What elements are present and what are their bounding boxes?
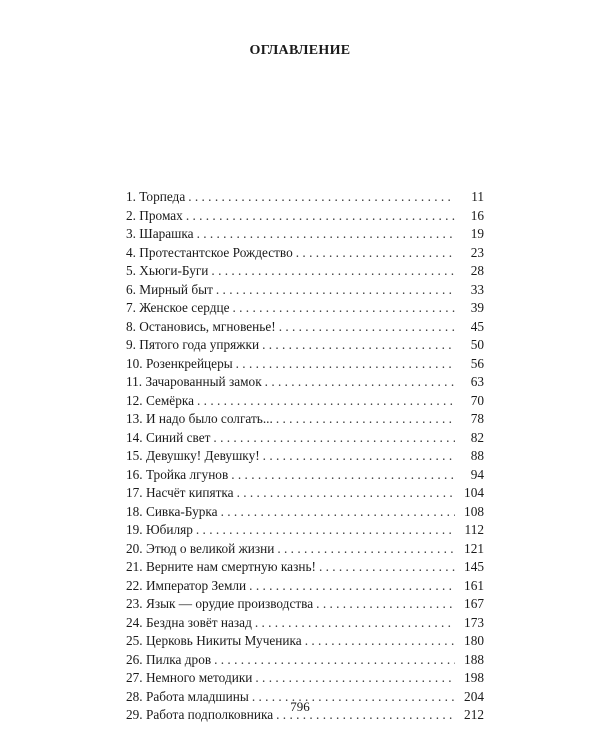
toc-entry-title: 6. Мирный быт — [126, 281, 213, 297]
toc-entry — [126, 540, 484, 559]
toc-entry-page: 104 — [464, 485, 484, 500]
toc-entry-page: 23 — [470, 244, 484, 260]
toc-entry-page: 121 — [464, 540, 484, 556]
toc-entry-title: 15. Девушку! Девушку! — [126, 448, 260, 463]
toc-entry-title: 25. Церковь Никиты Мученика — [126, 633, 302, 648]
toc-entry-title: 7. Женское сердце — [126, 300, 230, 315]
toc-entry-page: 78 — [470, 411, 484, 426]
toc-entry-page: 180 — [464, 633, 484, 648]
toc-entry — [126, 392, 484, 411]
toc-dot-leader — [255, 669, 455, 688]
toc-dot-leader — [249, 577, 455, 596]
toc-dot-leader — [296, 244, 455, 263]
toc-entry — [126, 651, 484, 670]
toc-entry-page: 145 — [464, 559, 484, 574]
toc-entry-title: 29. Работа подполковника — [126, 707, 274, 722]
toc-entry-title: 8. Остановись, мгновенье! — [126, 318, 276, 334]
toc-dot-leader — [263, 447, 455, 466]
toc-entry-page: 19 — [470, 226, 484, 241]
toc-dot-leader — [319, 558, 455, 577]
toc-dot-leader — [277, 540, 455, 559]
toc-entry-title: 11. Зачарованный замок — [126, 374, 262, 389]
toc-entry — [126, 207, 484, 226]
toc-entry-page: 108 — [464, 503, 484, 519]
toc-entry-title: 28. Работа младшины — [126, 688, 249, 704]
toc-entry-page: 161 — [464, 577, 484, 593]
toc-dot-leader — [186, 207, 455, 226]
toc-entry-title: 5. Хьюги-Буги — [126, 263, 209, 278]
toc-dot-leader — [197, 225, 455, 244]
page-number: 796 — [290, 699, 310, 714]
toc-entry — [126, 447, 484, 466]
toc-entry-page: 94 — [470, 466, 484, 482]
toc-entry-page: 188 — [464, 651, 484, 667]
toc-dot-leader — [237, 484, 455, 503]
toc-entry-page: 212 — [464, 707, 484, 722]
toc-entry-title: 27. Немного методики — [126, 670, 253, 685]
toc-entry-title: 3. Шарашка — [126, 226, 194, 241]
toc-entry — [126, 318, 484, 337]
toc-entry — [126, 558, 484, 577]
toc-entry — [126, 521, 484, 540]
toc-dot-leader — [196, 521, 455, 540]
toc-dot-leader — [279, 318, 455, 337]
toc-entry-page: 167 — [464, 596, 484, 611]
toc-dot-leader — [316, 595, 455, 614]
toc-entry-title: 4. Протестантское Рождество — [126, 244, 293, 260]
toc-entry-page: 82 — [470, 429, 484, 445]
toc-entry — [126, 484, 484, 503]
toc-entry-page: 70 — [470, 392, 484, 408]
toc-entry-page: 11 — [471, 189, 484, 204]
toc-dot-leader — [276, 410, 455, 429]
toc-dot-leader — [231, 466, 455, 485]
toc-dot-leader — [213, 429, 455, 448]
toc-entry — [126, 577, 484, 596]
toc-entry-title: 18. Сивка-Бурка — [126, 503, 218, 519]
toc-entry-title: 23. Язык — орудие производства — [126, 596, 314, 611]
toc-entry-page: 56 — [470, 355, 484, 371]
toc-entry — [126, 355, 484, 374]
toc-entry-page: 33 — [470, 281, 484, 297]
toc-entry — [126, 336, 484, 355]
toc-entry-title: 2. Промах — [126, 207, 183, 223]
page-title: ОГЛАВЛЕНИЕ — [249, 43, 351, 58]
toc-dot-leader — [197, 392, 455, 411]
toc-entry-title: 22. Император Земли — [126, 577, 247, 593]
toc-entry — [126, 669, 484, 688]
toc-dot-leader — [188, 188, 455, 207]
toc-entry — [126, 188, 484, 207]
toc-entry-title: 12. Семёрка — [126, 392, 195, 408]
toc-entry-title: 10. Розенкрейцеры — [126, 355, 233, 371]
toc-entry-page: 204 — [464, 688, 484, 704]
toc-entry — [126, 429, 484, 448]
table-of-contents — [126, 188, 484, 725]
toc-entry — [126, 466, 484, 485]
toc-dot-leader — [262, 336, 455, 355]
toc-dot-leader — [305, 632, 455, 651]
toc-entry — [126, 299, 484, 318]
toc-entry-page: 198 — [464, 670, 484, 685]
toc-dot-leader — [211, 262, 455, 281]
toc-entry-page: 88 — [470, 448, 484, 463]
toc-entry-title: 14. Синий свет — [126, 429, 211, 445]
toc-entry-page: 112 — [464, 522, 484, 537]
toc-entry-page: 50 — [470, 337, 484, 352]
toc-dot-leader — [265, 373, 455, 392]
toc-dot-leader — [221, 503, 455, 522]
toc-entry-title: 19. Юбиляр — [126, 522, 193, 537]
toc-entry-page: 16 — [470, 207, 484, 223]
toc-entry — [126, 373, 484, 392]
toc-entry-title: 26. Пилка дров — [126, 651, 212, 667]
toc-dot-leader — [216, 281, 455, 300]
toc-entry-title: 16. Тройка лгунов — [126, 466, 229, 482]
toc-entry — [126, 595, 484, 614]
toc-entry — [126, 262, 484, 281]
toc-entry — [126, 632, 484, 651]
toc-entry-title: 1. Торпеда — [126, 189, 186, 204]
toc-entry — [126, 503, 484, 522]
toc-entry-title: 17. Насчёт кипятка — [126, 485, 234, 500]
toc-entry-page: 39 — [470, 300, 484, 315]
toc-dot-leader — [214, 651, 455, 670]
toc-entry-title: 9. Пятого года упряжки — [126, 337, 260, 352]
toc-entry-title: 21. Верните нам смертную казнь! — [126, 559, 316, 574]
toc-entry-page: 28 — [470, 263, 484, 278]
toc-entry — [126, 410, 484, 429]
toc-entry-title: 13. И надо было солгать... — [126, 411, 273, 426]
toc-entry-title: 20. Этюд о великой жизни — [126, 540, 275, 556]
toc-entry-page: 173 — [464, 614, 484, 630]
toc-entry — [126, 225, 484, 244]
toc-entry-page: 63 — [470, 374, 484, 389]
toc-dot-leader — [236, 355, 455, 374]
toc-entry — [126, 281, 484, 300]
toc-dot-leader — [255, 614, 455, 633]
toc-entry — [126, 244, 484, 263]
toc-dot-leader — [233, 299, 456, 318]
toc-entry-page: 45 — [470, 318, 484, 334]
toc-entry-title: 24. Бездна зовёт назад — [126, 614, 252, 630]
toc-entry — [126, 614, 484, 633]
